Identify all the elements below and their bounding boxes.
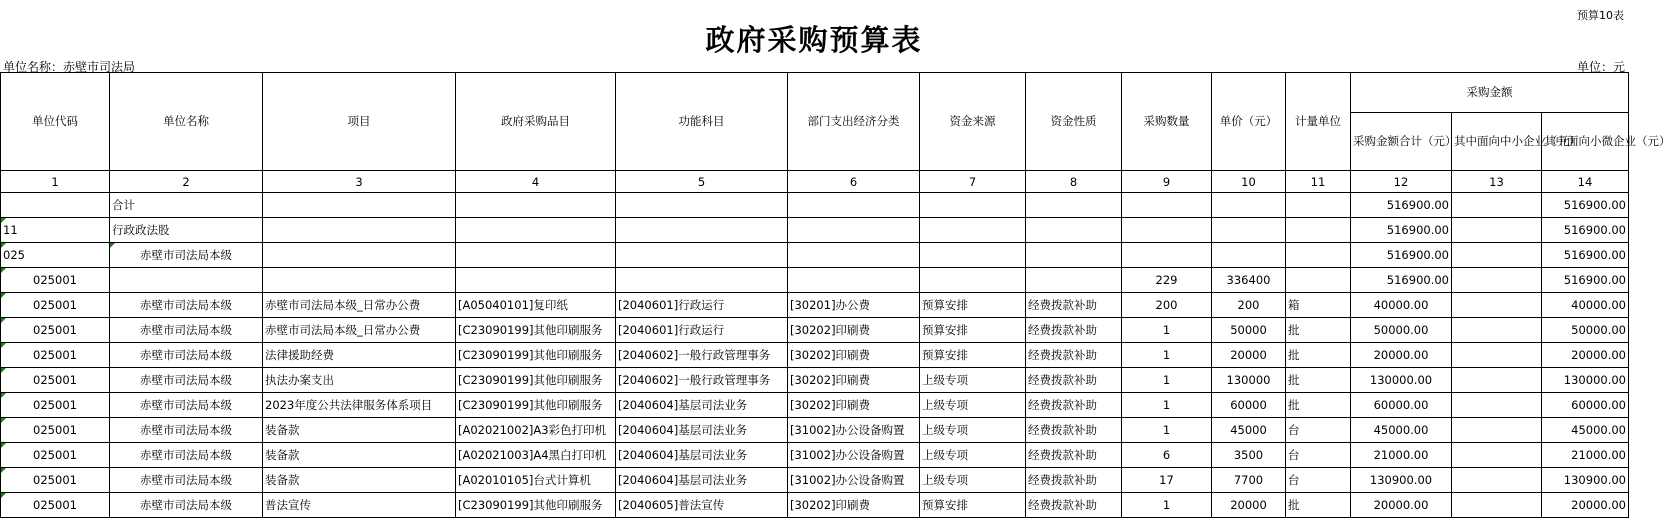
micro-amount-cell: 20000.00	[1542, 493, 1629, 518]
quantity-cell	[1122, 243, 1212, 268]
header-micro-amount: 其中面向小微企业（元）	[1542, 113, 1629, 171]
fund-source-cell: 上级专项	[920, 368, 1026, 393]
unit-name-cell: 赤壁市司法局本级	[110, 468, 263, 493]
header-quantity: 采购数量	[1122, 73, 1212, 171]
table-row	[1, 318, 1629, 343]
table-body	[1, 193, 1629, 518]
unit-price-cell: 336400	[1212, 268, 1286, 293]
fund-source-cell: 上级专项	[920, 393, 1026, 418]
sheet-id: 预算10表	[1577, 9, 1624, 22]
unit-price-cell: 7700	[1212, 468, 1286, 493]
header-function-subject: 功能科目	[616, 73, 788, 171]
empty-cell	[263, 243, 456, 268]
header-amount-group: 采购金额	[1351, 73, 1629, 113]
unit-code-cell: 025001	[1, 368, 110, 393]
sme-amount-cell	[1452, 393, 1542, 418]
unit-code-cell	[1, 193, 110, 218]
summary-row	[1, 243, 1629, 268]
micro-amount-cell: 40000.00	[1542, 293, 1629, 318]
summary-row	[1, 268, 1629, 293]
unit-code-cell: 025	[1, 243, 110, 268]
total-amount-cell: 20000.00	[1351, 343, 1452, 368]
fund-source-cell: 上级专项	[920, 418, 1026, 443]
project-cell: 赤壁市司法局本级_日常办公费	[263, 318, 456, 343]
empty-cell	[920, 243, 1026, 268]
unit-name-cell: 赤壁市司法局本级	[110, 393, 263, 418]
header-unit-name: 单位名称	[110, 73, 263, 171]
unit-code-cell: 025001	[1, 293, 110, 318]
col-number: 7	[920, 171, 1026, 193]
procurement-item-cell: [C23090199]其他印刷服务	[456, 368, 616, 393]
fund-nature-cell: 经费拨款补助	[1026, 318, 1122, 343]
sme-amount-cell	[1452, 468, 1542, 493]
economic-class-cell: [30202]印刷费	[788, 493, 920, 518]
function-subject-cell: [2040602]一般行政管理事务	[616, 343, 788, 368]
project-cell: 2023年度公共法律服务体系项目	[263, 393, 456, 418]
header-procurement-item: 政府采购品目	[456, 73, 616, 171]
col-number: 2	[110, 171, 263, 193]
unit-price-cell	[1212, 218, 1286, 243]
quantity-cell: 1	[1122, 393, 1212, 418]
total-amount-cell: 40000.00	[1351, 293, 1452, 318]
function-subject-cell: [2040605]普法宣传	[616, 493, 788, 518]
function-subject-cell: [2040604]基层司法业务	[616, 443, 788, 468]
table-row	[1, 368, 1629, 393]
col-number: 11	[1286, 171, 1351, 193]
col-number: 9	[1122, 171, 1212, 193]
micro-amount-cell: 516900.00	[1542, 243, 1629, 268]
fund-nature-cell: 经费拨款补助	[1026, 443, 1122, 468]
measure-unit-cell: 台	[1286, 418, 1351, 443]
total-amount-cell: 50000.00	[1351, 318, 1452, 343]
header-fund-source: 资金来源	[920, 73, 1026, 171]
quantity-cell: 1	[1122, 418, 1212, 443]
unit-name-cell: 赤壁市司法局本级	[110, 293, 263, 318]
unit-code-cell: 025001	[1, 393, 110, 418]
procurement-item-cell: [A02021002]A3彩色打印机	[456, 418, 616, 443]
empty-cell	[263, 268, 456, 293]
fund-nature-cell: 经费拨款补助	[1026, 468, 1122, 493]
header-project: 项目	[263, 73, 456, 171]
unit-code-cell: 025001	[1, 418, 110, 443]
measure-unit-cell: 批	[1286, 493, 1351, 518]
micro-amount-cell: 20000.00	[1542, 343, 1629, 368]
fund-nature-cell: 经费拨款补助	[1026, 343, 1122, 368]
economic-class-cell: [30202]印刷费	[788, 343, 920, 368]
procurement-item-cell: [A02010105]台式计算机	[456, 468, 616, 493]
unit-name-cell: 赤壁市司法局本级	[110, 368, 263, 393]
economic-class-cell: [31002]办公设备购置	[788, 468, 920, 493]
unit-name-label: 单位名称：赤壁市司法局	[3, 60, 136, 74]
col-number: 12	[1351, 171, 1452, 193]
table-row	[1, 493, 1629, 518]
empty-cell	[920, 268, 1026, 293]
micro-amount-cell: 21000.00	[1542, 443, 1629, 468]
micro-amount-cell: 516900.00	[1542, 218, 1629, 243]
quantity-cell	[1122, 218, 1212, 243]
micro-amount-cell: 50000.00	[1542, 318, 1629, 343]
fund-source-cell: 预算安排	[920, 493, 1026, 518]
sme-amount-cell	[1452, 193, 1542, 218]
economic-class-cell: [30201]办公费	[788, 293, 920, 318]
measure-unit-cell: 批	[1286, 368, 1351, 393]
economic-class-cell: [30202]印刷费	[788, 368, 920, 393]
fund-source-cell: 预算安排	[920, 318, 1026, 343]
economic-class-cell: [30202]印刷费	[788, 393, 920, 418]
unit-name-cell: 行政政法股	[110, 218, 263, 243]
measure-unit-cell: 台	[1286, 443, 1351, 468]
micro-amount-cell: 45000.00	[1542, 418, 1629, 443]
empty-cell	[616, 243, 788, 268]
quantity-cell: 1	[1122, 343, 1212, 368]
measure-unit-cell: 批	[1286, 318, 1351, 343]
fund-nature-cell: 经费拨款补助	[1026, 418, 1122, 443]
economic-class-cell: [31002]办公设备购置	[788, 418, 920, 443]
unit-price-cell: 200	[1212, 293, 1286, 318]
economic-class-cell: [30202]印刷费	[788, 318, 920, 343]
table-row	[1, 293, 1629, 318]
unit-name-cell: 赤壁市司法局本级	[110, 243, 263, 268]
col-number: 14	[1542, 171, 1629, 193]
sme-amount-cell	[1452, 368, 1542, 393]
sme-amount-cell	[1452, 493, 1542, 518]
empty-cell	[1026, 268, 1122, 293]
summary-row	[1, 218, 1629, 243]
col-number: 4	[456, 171, 616, 193]
fund-source-cell: 预算安排	[920, 343, 1026, 368]
empty-cell	[263, 218, 456, 243]
function-subject-cell: [2040604]基层司法业务	[616, 468, 788, 493]
procurement-budget-table	[0, 72, 1671, 518]
sme-amount-cell	[1452, 418, 1542, 443]
empty-cell	[616, 193, 788, 218]
total-amount-cell: 516900.00	[1351, 243, 1452, 268]
unit-name-cell: 合计	[110, 193, 263, 218]
unit-price-cell	[1212, 193, 1286, 218]
unit-code-cell: 025001	[1, 493, 110, 518]
measure-unit-cell: 箱	[1286, 293, 1351, 318]
total-amount-cell: 60000.00	[1351, 393, 1452, 418]
table-row	[1, 418, 1629, 443]
table-row	[1, 343, 1629, 368]
col-number: 6	[788, 171, 920, 193]
project-cell: 赤壁市司法局本级_日常办公费	[263, 293, 456, 318]
sme-amount-cell	[1452, 318, 1542, 343]
unit-name-cell	[110, 268, 263, 293]
header-unit-price: 单价（元）	[1212, 73, 1286, 171]
total-amount-cell: 130000.00	[1351, 368, 1452, 393]
unit-price-cell: 60000	[1212, 393, 1286, 418]
fund-nature-cell: 经费拨款补助	[1026, 368, 1122, 393]
micro-amount-cell: 516900.00	[1542, 193, 1629, 218]
unit-name-cell: 赤壁市司法局本级	[110, 443, 263, 468]
function-subject-cell: [2040604]基层司法业务	[616, 418, 788, 443]
empty-cell	[920, 218, 1026, 243]
micro-amount-cell: 130000.00	[1542, 368, 1629, 393]
total-amount-cell: 130900.00	[1351, 468, 1452, 493]
fund-nature-cell: 经费拨款补助	[1026, 293, 1122, 318]
unit-name-cell: 赤壁市司法局本级	[110, 318, 263, 343]
empty-cell	[788, 243, 920, 268]
empty-cell	[1026, 193, 1122, 218]
empty-cell	[1026, 218, 1122, 243]
empty-cell	[456, 193, 616, 218]
fund-source-cell: 上级专项	[920, 468, 1026, 493]
currency-unit-label: 单位：元	[1576, 60, 1625, 74]
table-row	[1, 468, 1629, 493]
quantity-cell: 229	[1122, 268, 1212, 293]
empty-cell	[616, 268, 788, 293]
total-amount-cell: 21000.00	[1351, 443, 1452, 468]
procurement-item-cell: [C23090199]其他印刷服务	[456, 343, 616, 368]
function-subject-cell: [2040604]基层司法业务	[616, 393, 788, 418]
empty-cell	[920, 193, 1026, 218]
summary-row	[1, 193, 1629, 218]
sme-amount-cell	[1452, 243, 1542, 268]
unit-code-cell: 025001	[1, 268, 110, 293]
empty-cell	[788, 193, 920, 218]
unit-price-cell: 45000	[1212, 418, 1286, 443]
unit-price-cell: 130000	[1212, 368, 1286, 393]
quantity-cell: 1	[1122, 368, 1212, 393]
function-subject-cell: [2040601]行政运行	[616, 318, 788, 343]
sme-amount-cell	[1452, 268, 1542, 293]
total-amount-cell: 20000.00	[1351, 493, 1452, 518]
fund-source-cell: 上级专项	[920, 443, 1026, 468]
empty-cell	[456, 268, 616, 293]
total-amount-cell: 516900.00	[1351, 193, 1452, 218]
procurement-item-cell: [C23090199]其他印刷服务	[456, 318, 616, 343]
unit-code-cell: 025001	[1, 318, 110, 343]
unit-price-cell: 50000	[1212, 318, 1286, 343]
project-cell: 装备款	[263, 418, 456, 443]
header-economic-class: 部门支出经济分类	[788, 73, 920, 171]
fund-nature-cell: 经费拨款补助	[1026, 493, 1122, 518]
sme-amount-cell	[1452, 443, 1542, 468]
quantity-cell: 1	[1122, 493, 1212, 518]
unit-price-cell: 3500	[1212, 443, 1286, 468]
empty-cell	[788, 268, 920, 293]
empty-cell	[1286, 193, 1351, 218]
header-unit-code: 单位代码	[1, 73, 110, 171]
col-number: 3	[263, 171, 456, 193]
unit-code-cell: 025001	[1, 343, 110, 368]
micro-amount-cell: 60000.00	[1542, 393, 1629, 418]
unit-price-cell: 20000	[1212, 493, 1286, 518]
total-amount-cell: 516900.00	[1351, 218, 1452, 243]
col-number: 1	[1, 171, 110, 193]
header-measure-unit: 计量单位	[1286, 73, 1351, 171]
procurement-item-cell: [C23090199]其他印刷服务	[456, 493, 616, 518]
measure-unit-cell: 批	[1286, 343, 1351, 368]
project-cell: 法律援助经费	[263, 343, 456, 368]
empty-cell	[456, 218, 616, 243]
unit-name-cell: 赤壁市司法局本级	[110, 418, 263, 443]
measure-unit-cell: 批	[1286, 393, 1351, 418]
empty-cell	[1286, 218, 1351, 243]
page-title: 政府采购预算表	[705, 23, 923, 57]
empty-cell	[263, 193, 456, 218]
procurement-item-cell: [A02021003]A4黑白打印机	[456, 443, 616, 468]
unit-name-cell: 赤壁市司法局本级	[110, 493, 263, 518]
col-number: 5	[616, 171, 788, 193]
col-number: 10	[1212, 171, 1286, 193]
table-row	[1, 443, 1629, 468]
unit-code-cell: 025001	[1, 468, 110, 493]
empty-cell	[1286, 243, 1351, 268]
table-row	[1, 393, 1629, 418]
quantity-cell: 6	[1122, 443, 1212, 468]
function-subject-cell: [2040602]一般行政管理事务	[616, 368, 788, 393]
measure-unit-cell: 台	[1286, 468, 1351, 493]
unit-code-cell: 11	[1, 218, 110, 243]
project-cell: 执法办案支出	[263, 368, 456, 393]
header-total-amount: 采购金额合计（元）	[1351, 113, 1452, 171]
empty-cell	[1286, 268, 1351, 293]
empty-cell	[616, 218, 788, 243]
empty-cell	[788, 218, 920, 243]
fund-nature-cell: 经费拨款补助	[1026, 393, 1122, 418]
unit-price-cell: 20000	[1212, 343, 1286, 368]
fund-source-cell: 预算安排	[920, 293, 1026, 318]
unit-name-cell: 赤壁市司法局本级	[110, 343, 263, 368]
project-cell: 装备款	[263, 443, 456, 468]
quantity-cell	[1122, 193, 1212, 218]
quantity-cell: 200	[1122, 293, 1212, 318]
header-sme-amount: 其中面向中小企业（元）	[1452, 113, 1542, 171]
procurement-item-cell: [C23090199]其他印刷服务	[456, 393, 616, 418]
procurement-item-cell: [A05040101]复印纸	[456, 293, 616, 318]
col-number: 13	[1452, 171, 1542, 193]
economic-class-cell: [31002]办公设备购置	[788, 443, 920, 468]
micro-amount-cell: 516900.00	[1542, 268, 1629, 293]
col-number: 8	[1026, 171, 1122, 193]
unit-price-cell	[1212, 243, 1286, 268]
total-amount-cell: 45000.00	[1351, 418, 1452, 443]
quantity-cell: 1	[1122, 318, 1212, 343]
quantity-cell: 17	[1122, 468, 1212, 493]
empty-cell	[456, 243, 616, 268]
project-cell: 普法宣传	[263, 493, 456, 518]
project-cell: 装备款	[263, 468, 456, 493]
header-fund-nature: 资金性质	[1026, 73, 1122, 171]
sme-amount-cell	[1452, 218, 1542, 243]
micro-amount-cell: 130900.00	[1542, 468, 1629, 493]
function-subject-cell: [2040601]行政运行	[616, 293, 788, 318]
unit-code-cell: 025001	[1, 443, 110, 468]
total-amount-cell: 516900.00	[1351, 268, 1452, 293]
sme-amount-cell	[1452, 293, 1542, 318]
sme-amount-cell	[1452, 343, 1542, 368]
empty-cell	[1026, 243, 1122, 268]
